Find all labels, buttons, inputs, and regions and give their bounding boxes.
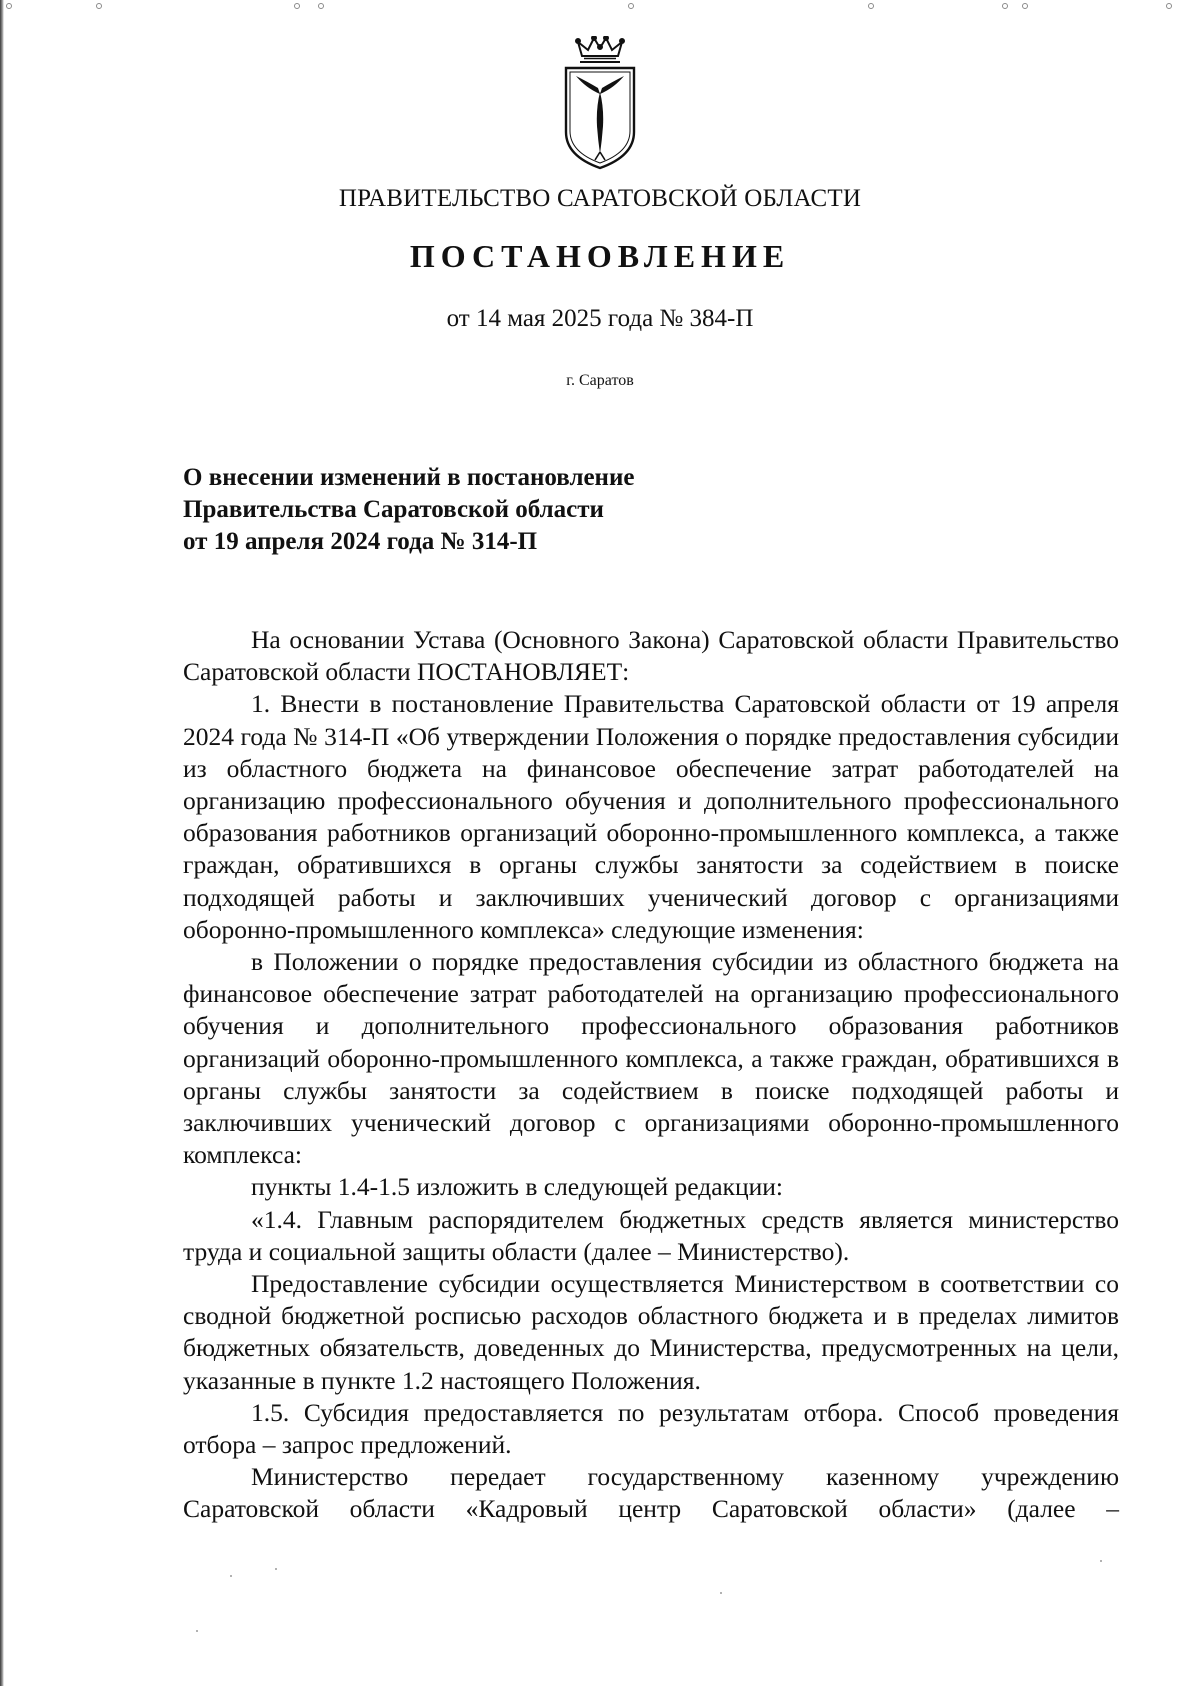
body-paragraph: Министерство передает государственному казенному учреждению Саратовской области «Кадровый центр Саратовской области» (далее – [183,1462,1119,1524]
body-paragraph: пункты 1.4-1.5 изложить в следующей редакции: [251,1172,783,1202]
saratov-coat-of-arms-icon [560,36,640,170]
body-paragraph: «1.4. Главным распорядителем бюджетных средств является министерство труда и социальной защиты области (далее – Министерство). [183,1204,1119,1266]
scan-punch-marks [0,0,1200,14]
body-paragraph: Предоставление субсидии осуществляется Министерством в соответствии со сводной бюджетной росписью расходов областного бюджета и в пределах лимитов бюджетных обязательств, доведенных до Министерства, предусмотренных на цели, указанные в пункте 1.2 настоящего Положения. [183,1269,1119,1395]
subject-line: Правительства Саратовской области [183,496,604,523]
body-paragraph: 1. Внести в постановление Правительства Саратовской области от 19 апреля 2024 года № 314-П «Об утверждении Положения о порядке предоставления субсидии из областного бюджета на финансовое обеспечение затрат работодателей на организацию профессионального обучения и дополнительного профессионального образования работников организаций оборонно-промышленного комплекса, а также граждан, обратившихся в органы службы занятости за содействием в поиске подходящей работы и заключивших ученический договор с организациями оборонно-промышленного комплекса» следующие изменения: [183,689,1119,944]
body-paragraph: 1.5. Субсидия предоставляется по результатам отбора. Способ проведения отбора – запрос предложений. [183,1397,1119,1460]
body-paragraph: в Положении о порядке предоставления субсидии из областного бюджета на финансовое обеспечение затрат работодателей на организацию профессионального обучения и дополнительного профессионального образования работников организаций оборонно-промышленного комплекса, а также граждан, обратившихся в органы службы занятости за содействием в поиске подходящей работы и заключивших ученический договор с организациями оборонно-промышленного комплекса: [183,947,1119,1170]
subject-line: от 19 апреля 2024 года № 314-П [183,528,538,555]
subject-line: О внесении изменений в постановление [183,464,635,491]
document-body [183,624,1119,1526]
document-type: ПОСТАНОВЛЕНИЕ [409,238,791,274]
government-name: ПРАВИТЕЛЬСТВО САРАТОВСКОЙ ОБЛАСТИ [338,185,862,212]
body-paragraph: На основании Устава (Основного Закона) Саратовской области Правительство Саратовской области ПОСТАНОВЛЯЕТ: [183,625,1119,687]
document-date-number: от 14 мая 2025 года № 384-П [446,305,754,332]
document-subject [183,462,634,558]
document-city: г. Саратов [566,372,634,389]
